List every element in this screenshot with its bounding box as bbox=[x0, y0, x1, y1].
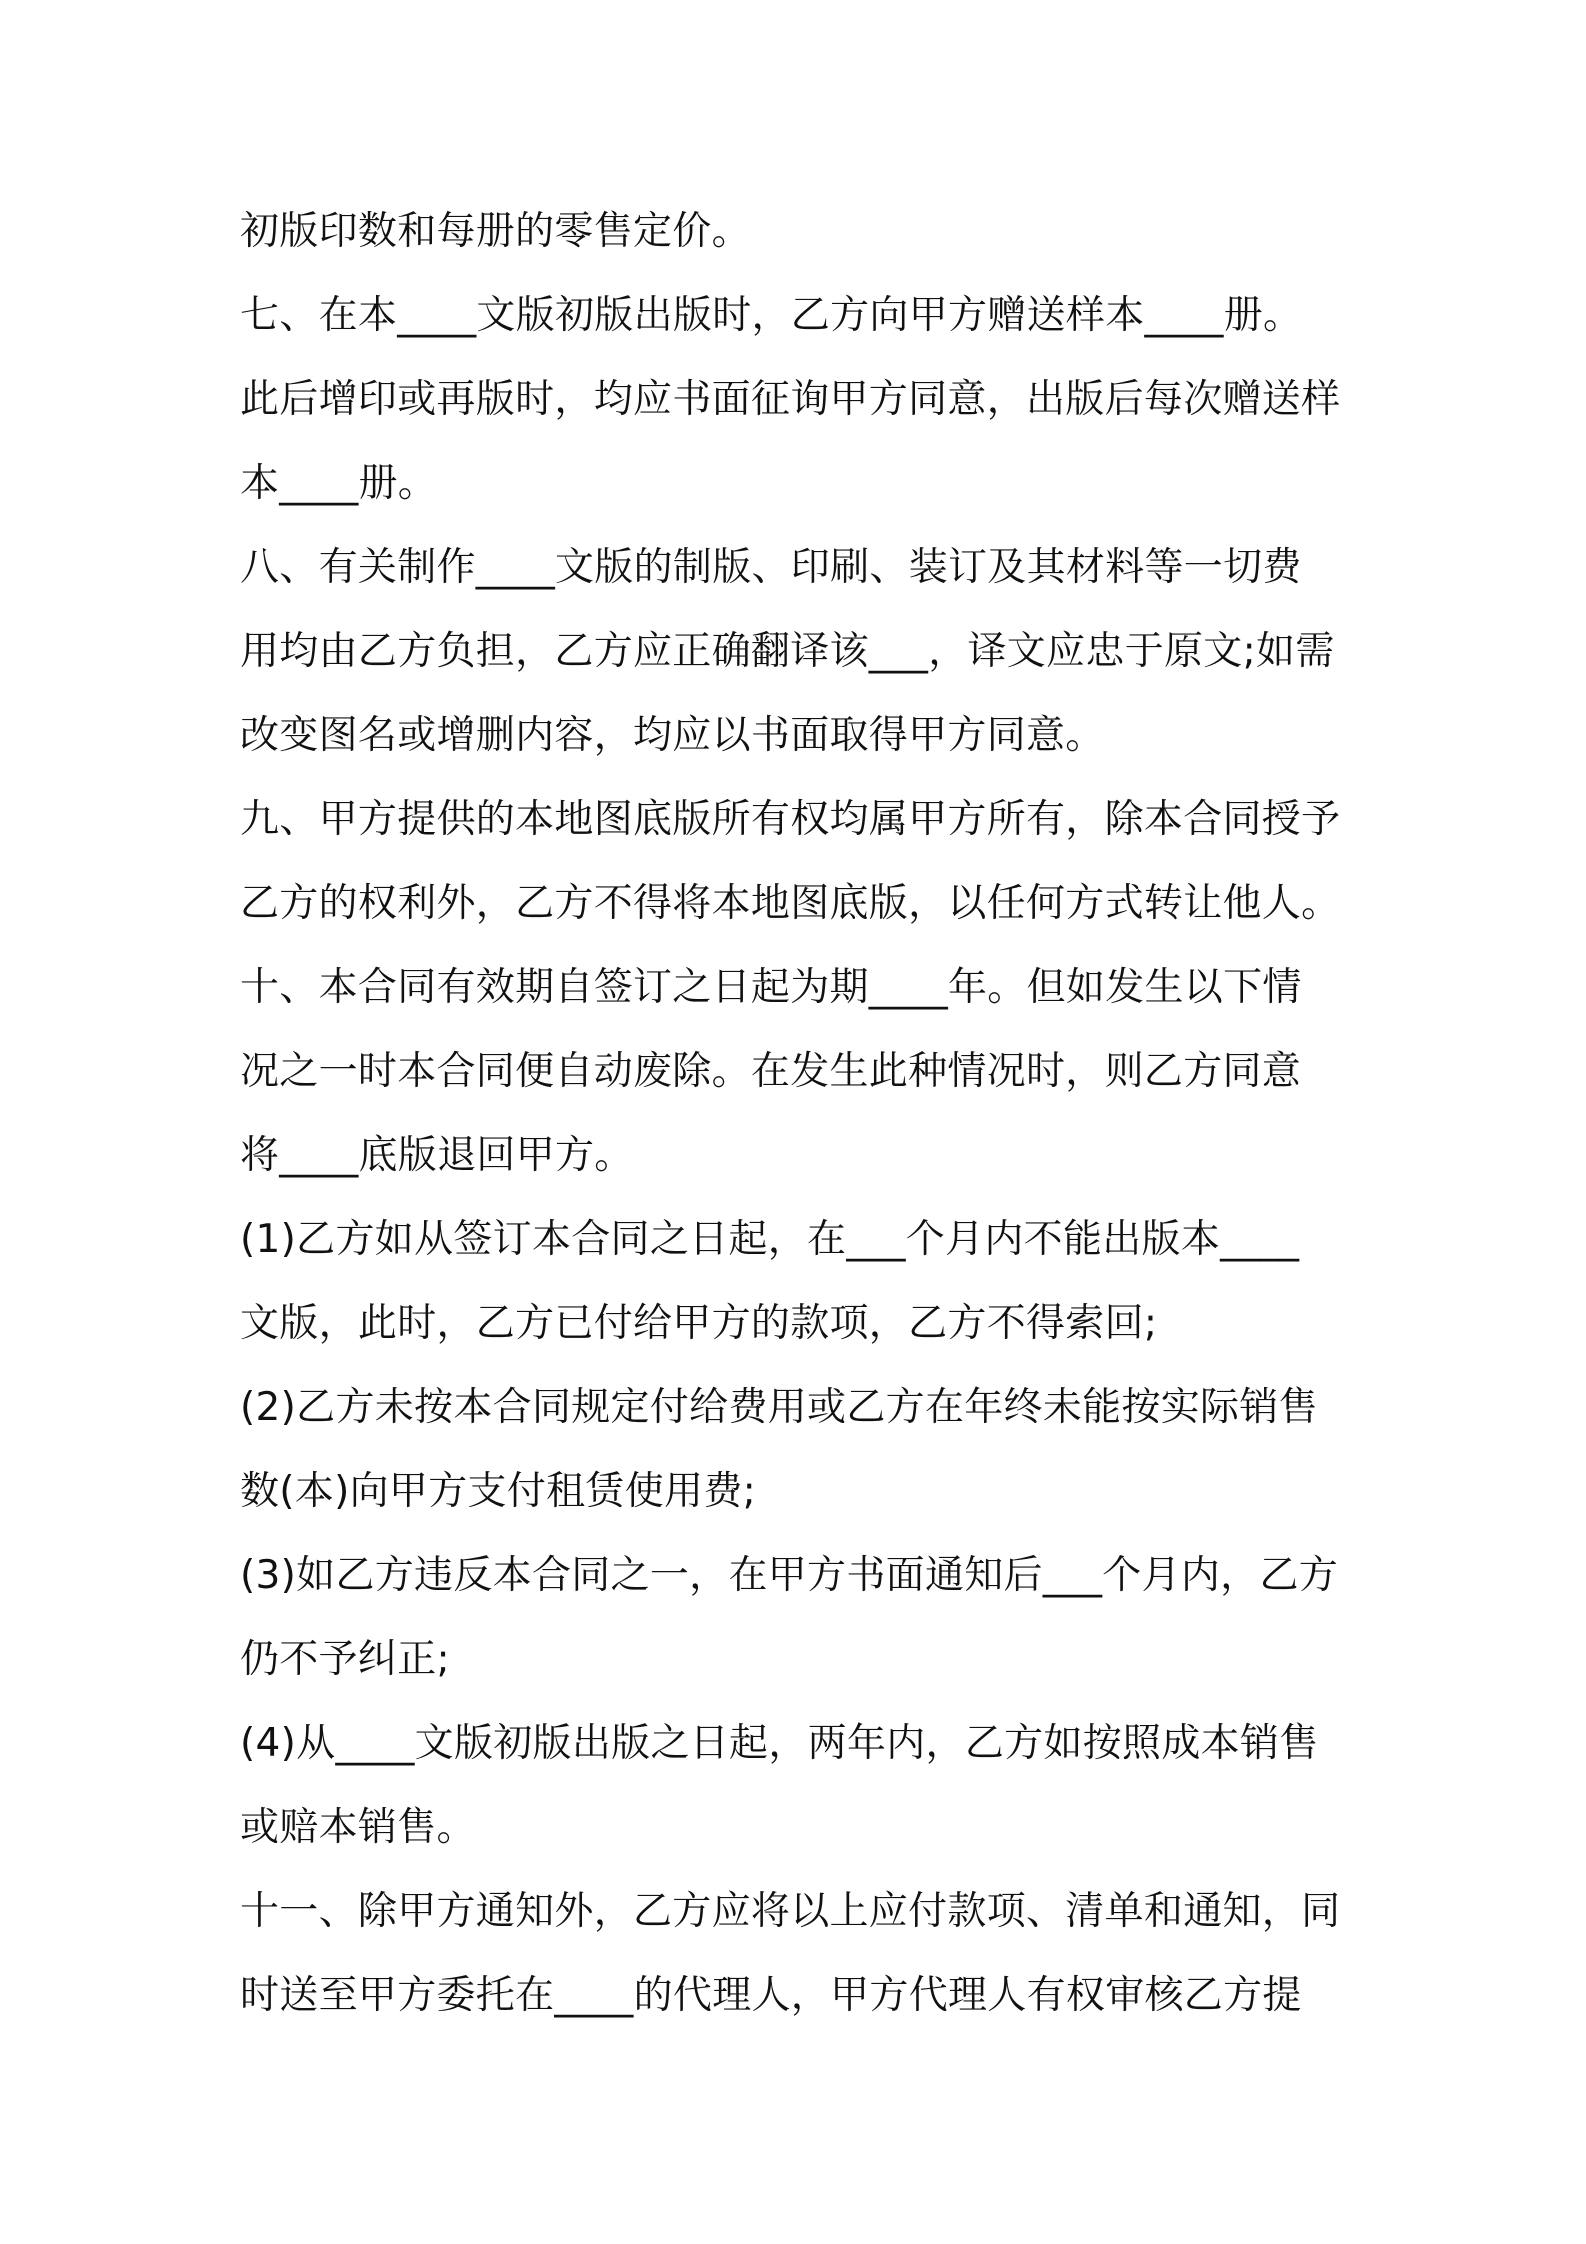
text-line: (3)如乙方违反本合同之一，在甲方书面通知后___个月内，乙方 bbox=[240, 1553, 1339, 1598]
text-line: (4)从____文版初版出版之日起，两年内，乙方如按照成本销售 bbox=[240, 1721, 1319, 1766]
text-line: 十、本合同有效期自签订之日起为期____年。但如发生以下情 bbox=[240, 965, 1302, 1010]
text-line: 八、有关制作____文版的制版、印刷、装订及其材料等一切费 bbox=[240, 545, 1302, 590]
text-line: 况之一时本合同便自动废除。在发生此种情况时，则乙方同意 bbox=[240, 1049, 1302, 1094]
text-line: 时送至甲方委托在____的代理人，甲方代理人有权审核乙方提 bbox=[240, 1973, 1302, 2018]
text-line: 乙方的权利外，乙方不得将本地图底版，以任何方式转让他人。 bbox=[240, 881, 1341, 926]
text-line: 文版，此时，乙方已付给甲方的款项，乙方不得索回; bbox=[240, 1301, 1158, 1346]
text-line: 数(本)向甲方支付租赁使用费; bbox=[240, 1469, 757, 1514]
text-line: 九、甲方提供的本地图底版所有权均属甲方所有，除本合同授予 bbox=[240, 797, 1341, 842]
text-line: 七、在本____文版初版出版时，乙方向甲方赠送样本____册。 bbox=[240, 293, 1303, 338]
contract-text bbox=[240, 190, 1360, 2038]
text-line: 初版印数和每册的零售定价。 bbox=[240, 209, 751, 254]
text-line: 此后增印或再版时，均应书面征询甲方同意，出版后每次赠送样 bbox=[240, 377, 1341, 422]
text-line: (1)乙方如从签订本合同之日起，在___个月内不能出版本____ bbox=[240, 1217, 1300, 1262]
text-line: 本____册。 bbox=[240, 461, 438, 506]
text-line: 或赔本销售。 bbox=[240, 1805, 476, 1850]
text-line: 将____底版退回甲方。 bbox=[240, 1133, 634, 1178]
text-line: 改变图名或增删内容，均应以书面取得甲方同意。 bbox=[240, 713, 1105, 758]
text-line: 仍不予纠正; bbox=[240, 1637, 450, 1682]
text-line: (2)乙方未按本合同规定付给费用或乙方在年终未能按实际销售 bbox=[240, 1385, 1318, 1430]
text-line: 十一、除甲方通知外，乙方应将以上应付款项、清单和通知，同 bbox=[240, 1889, 1341, 1934]
text-line: 用均由乙方负担，乙方应正确翻译该___，译文应忠于原文;如需 bbox=[240, 629, 1335, 674]
